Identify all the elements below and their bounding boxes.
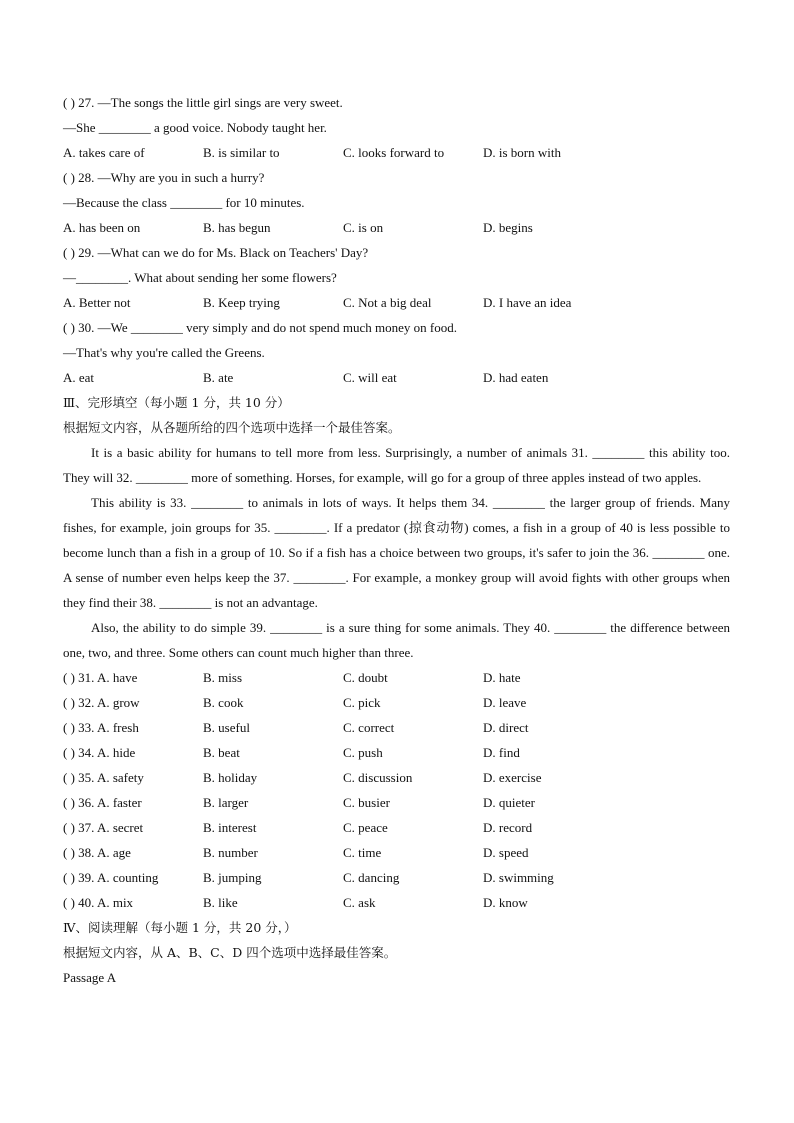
q30-option-d: D. had eaten [483, 370, 549, 385]
section4-title: Ⅳ、阅读理解（每小题 1 分，共 20 分，） [63, 920, 297, 935]
cloze-question-33 [63, 715, 730, 740]
q28-option-b: B. has begun [203, 220, 271, 235]
cloze-40-option-a: ( ) 40. A. mix [63, 895, 134, 910]
cloze-question-34 [63, 740, 730, 765]
cloze-33-option-c: C. correct [343, 720, 395, 735]
cloze-38-option-a: ( ) 38. A. age [63, 845, 131, 860]
cloze-34-option-b: B. beat [203, 745, 240, 760]
cloze-32-option-a: ( ) 32. A. grow [63, 695, 140, 710]
q28-option-d: D. begins [483, 220, 533, 235]
cloze-31-option-a: ( ) 31. A. have [63, 670, 138, 685]
q30-stem: ( ) 30. —We ________ very simply and do not spend much money on food. [63, 320, 457, 335]
cloze-34-option-d: D. find [483, 745, 520, 760]
cloze-35-option-c: C. discussion [343, 770, 413, 785]
cloze-36-option-a: ( ) 36. A. faster [63, 795, 142, 810]
cloze-38-option-d: D. speed [483, 845, 529, 860]
q29-options [63, 290, 730, 315]
cloze-33-option-b: B. useful [203, 720, 250, 735]
section3-instruction: 根据短文内容，从各题所给的四个选项中选择一个最佳答案。 [63, 420, 401, 435]
q27-option-a: A. takes care of [63, 145, 145, 160]
q30-options [63, 365, 730, 390]
q30-option-c: C. will eat [343, 370, 397, 385]
q27-stem: ( ) 27. —The songs the little girl sings are very sweet. [63, 95, 343, 110]
cloze-39-option-a: ( ) 39. A. counting [63, 870, 159, 885]
cloze-36-option-d: D. quieter [483, 795, 535, 810]
q27-options [63, 140, 730, 165]
section3-title: Ⅲ、完形填空（每小题 1 分，共 10 分） [63, 395, 290, 410]
q27-option-d: D. is born with [483, 145, 561, 160]
q27-option-b: B. is similar to [203, 145, 280, 160]
cloze-34-option-c: C. push [343, 745, 383, 760]
cloze-38-option-c: C. time [343, 845, 382, 860]
cloze-37-option-d: D. record [483, 820, 533, 835]
q29-option-b: B. Keep trying [203, 295, 280, 310]
q28-option-a: A. has been on [63, 220, 141, 235]
cloze-37-option-a: ( ) 37. A. secret [63, 820, 144, 835]
q29-reply: —________. What about sending her some flowers? [63, 270, 337, 285]
cloze-question-36 [63, 790, 730, 815]
cloze-34-option-a: ( ) 34. A. hide [63, 745, 136, 760]
q28-options [63, 215, 730, 240]
cloze-33-option-a: ( ) 33. A. fresh [63, 720, 139, 735]
cloze-33-option-d: D. direct [483, 720, 529, 735]
cloze-39-option-c: C. dancing [343, 870, 400, 885]
q29-option-c: C. Not a big deal [343, 295, 432, 310]
cloze-35-option-b: B. holiday [203, 770, 258, 785]
cloze-39-option-d: D. swimming [483, 870, 554, 885]
cloze-question-40 [63, 890, 730, 915]
cloze-36-option-b: B. larger [203, 795, 249, 810]
cloze-31-option-c: C. doubt [343, 670, 388, 685]
cloze-question-31 [63, 665, 730, 690]
cloze-31-option-d: D. hate [483, 670, 521, 685]
cloze-32-option-c: C. pick [343, 695, 381, 710]
q30-option-b: B. ate [203, 370, 234, 385]
passage-paragraph-3: Also, the ability to do simple 39. ________ is a sure thing for some animals. They 40. ________ the difference between one, two, and three. Some others can count much higher than three. [63, 620, 730, 660]
passage-paragraph-2: This ability is 33. ________ to animals in lots of ways. It helps them 34. ________ the larger group of friends. Many fishes, for example, join groups for 35. ________. If a predator (掠食动物) comes, a fish in a group of 40 is less possible to become lunch than a fish in a group of 10. So if a fish has a choice between two groups, it's safer to join the 36. ________ one. A sense of number even helps keep the 37. ________. For example, a monkey group will avoid fights with other groups when they find their 38. ________ is not an advantage. [63, 495, 730, 610]
q30-option-a: A. eat [63, 370, 95, 385]
cloze-question-39 [63, 865, 730, 890]
q30-reply: —That's why you're called the Greens. [63, 345, 265, 360]
cloze-36-option-c: C. busier [343, 795, 390, 810]
cloze-question-32 [63, 690, 730, 715]
q28-stem: ( ) 28. —Why are you in such a hurry? [63, 170, 265, 185]
q28-option-c: C. is on [343, 220, 384, 235]
passage-a-label: Passage A [63, 970, 117, 985]
section4-instruction: 根据短文内容，从 A、B、C、D 四个选项中选择最佳答案。 [63, 945, 397, 960]
cloze-question-37 [63, 815, 730, 840]
q29-option-a: A. Better not [63, 295, 131, 310]
cloze-39-option-b: B. jumping [203, 870, 262, 885]
passage-paragraph-1: It is a basic ability for humans to tell more from less. Surprisingly, a number of animals 31. ________ this ability too. They will 32. ________ more of something. Horses, for example, will go for a group of three apples instead of two apples. [63, 445, 730, 485]
cloze-37-option-b: B. interest [203, 820, 257, 835]
page-content [63, 90, 730, 990]
cloze-40-option-c: C. ask [343, 895, 376, 910]
cloze-question-38 [63, 840, 730, 865]
cloze-31-option-b: B. miss [203, 670, 243, 685]
q27-option-c: C. looks forward to [343, 145, 445, 160]
q28-reply: —Because the class ________ for 10 minutes. [63, 195, 305, 210]
cloze-38-option-b: B. number [203, 845, 258, 860]
q29-stem: ( ) 29. —What can we do for Ms. Black on Teachers' Day? [63, 245, 369, 260]
cloze-32-option-d: D. leave [483, 695, 527, 710]
cloze-35-option-d: D. exercise [483, 770, 542, 785]
cloze-37-option-c: C. peace [343, 820, 388, 835]
cloze-40-option-b: B. like [203, 895, 238, 910]
q27-reply: —She ________ a good voice. Nobody taught her. [63, 120, 327, 135]
cloze-32-option-b: B. cook [203, 695, 244, 710]
cloze-question-35 [63, 765, 730, 790]
cloze-40-option-d: D. know [483, 895, 528, 910]
q29-option-d: D. I have an idea [483, 295, 572, 310]
cloze-35-option-a: ( ) 35. A. safety [63, 770, 144, 785]
